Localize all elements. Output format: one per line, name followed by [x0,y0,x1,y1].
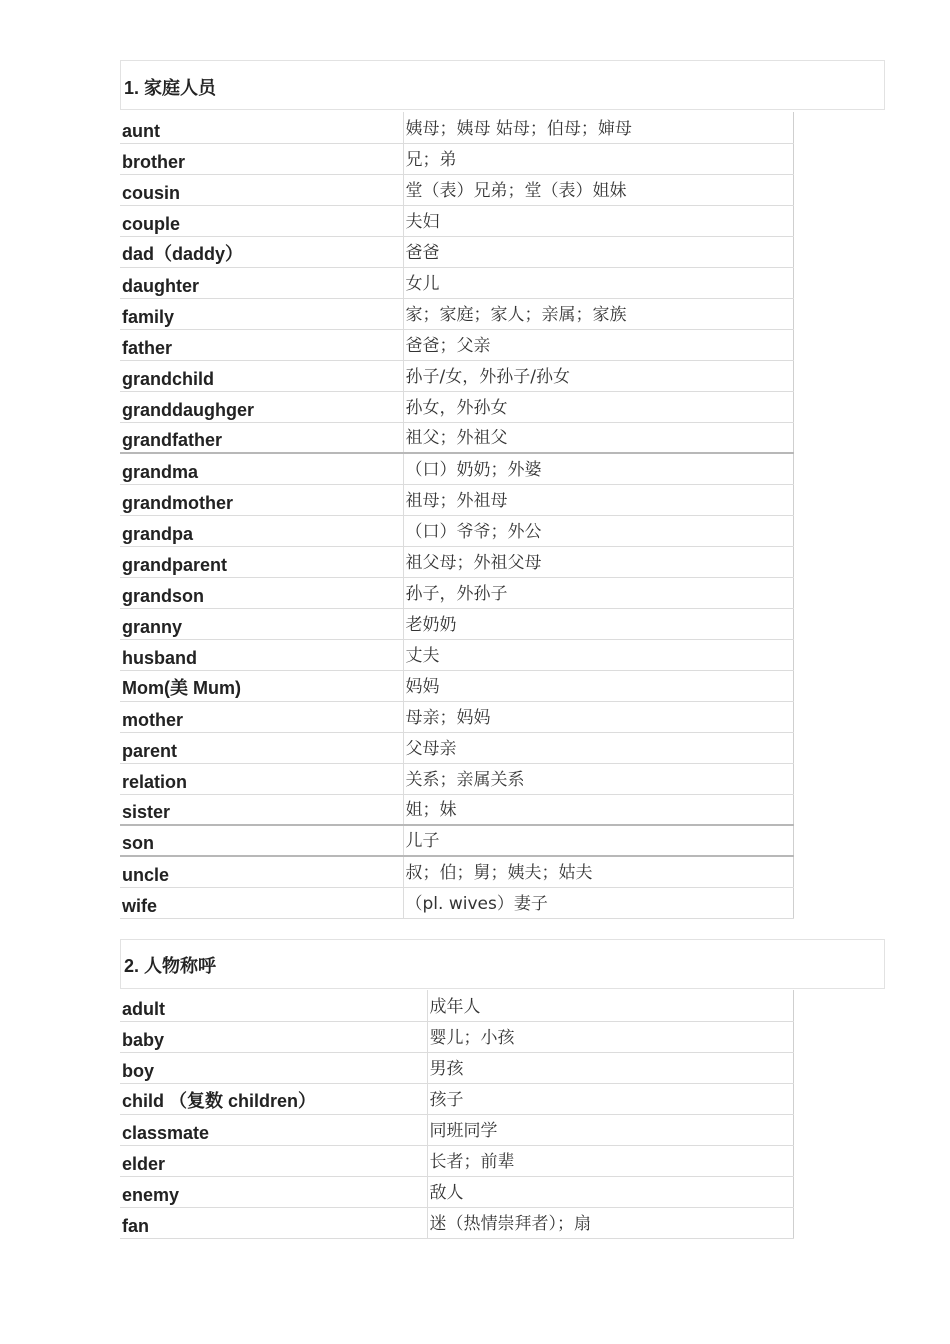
vocab-word: cousin [120,174,403,205]
table-row [120,546,793,577]
table-row [120,732,793,763]
table-row [120,701,793,732]
table-row [120,825,793,856]
vocab-meaning: 孙子，外孙子 [403,577,793,608]
vocab-word: grandmother [120,484,403,515]
table-row [120,267,793,298]
vocab-word: granddaughger [120,391,403,422]
vocab-meaning: 长者；前辈 [427,1145,793,1176]
vocab-meaning: 夫妇 [403,205,793,236]
vocab-word: granny [120,608,403,639]
vocab-table-body [120,990,793,1238]
vocab-meaning: 堂（表）兄弟；堂（表）姐妹 [403,174,793,205]
vocab-meaning: 敌人 [427,1176,793,1207]
vocab-meaning: 爸爸；父亲 [403,329,793,360]
vocab-meaning: 丈夫 [403,639,793,670]
vocab-word: grandma [120,453,403,484]
vocab-meaning: 姐；妹 [403,794,793,825]
vocab-meaning: 祖父母；外祖父母 [403,546,793,577]
table-row [120,174,793,205]
vocab-meaning: 叔；伯；舅；姨夫；姑夫 [403,856,793,887]
vocab-meaning: 儿子 [403,825,793,856]
table-row [120,143,793,174]
vocab-word: boy [120,1052,427,1083]
vocab-table-body [120,112,793,918]
vocab-word: classmate [120,1114,427,1145]
table-row [120,422,793,453]
vocab-meaning: 女儿 [403,267,793,298]
vocab-meaning: 男孩 [427,1052,793,1083]
vocab-word: adult [120,990,427,1021]
vocab-word: grandpa [120,515,403,546]
vocab-word: son [120,825,403,856]
vocab-word: baby [120,1021,427,1052]
vocab-meaning: 爸爸 [403,236,793,267]
vocab-word: grandson [120,577,403,608]
table-row [120,794,793,825]
table-row [120,1114,793,1145]
vocab-meaning: 关系；亲属关系 [403,763,793,794]
vocab-meaning: 孩子 [427,1083,793,1114]
vocab-word: child （复数 children） [120,1083,427,1114]
table-row [120,112,793,143]
vocab-meaning: （pl. wives）妻子 [403,887,793,918]
vocab-word: grandchild [120,360,403,391]
vocab-word: fan [120,1207,427,1238]
table-row [120,608,793,639]
vocab-meaning: 家；家庭；家人；亲属；家族 [403,298,793,329]
vocab-meaning: 迷（热情崇拜者）；扇 [427,1207,793,1238]
section-header-family [120,60,885,110]
table-row [120,1052,793,1083]
table-row [120,453,793,484]
vocab-meaning: 妈妈 [403,670,793,701]
table-row [120,1145,793,1176]
table-row [120,484,793,515]
vocab-word: couple [120,205,403,236]
vocab-table-family [120,112,794,919]
vocab-word: family [120,298,403,329]
section-title: 2. 人物称呼 [124,956,217,976]
vocab-meaning: 婴儿；小孩 [427,1021,793,1052]
vocab-word: husband [120,639,403,670]
vocab-word: enemy [120,1176,427,1207]
vocab-meaning: 成年人 [427,990,793,1021]
vocab-word: Mom(美 Mum) [120,670,403,701]
vocab-word: aunt [120,112,403,143]
table-row [120,639,793,670]
vocab-meaning: （口）奶奶；外婆 [403,453,793,484]
table-row [120,298,793,329]
vocab-word: mother [120,701,403,732]
vocab-meaning: 祖父；外祖父 [403,422,793,453]
vocab-meaning: 母亲；妈妈 [403,701,793,732]
table-row [120,887,793,918]
vocab-meaning: 祖母；外祖母 [403,484,793,515]
section-title: 1. 家庭人员 [124,78,217,98]
vocab-meaning: 孙子/女，外孙子/孙女 [403,360,793,391]
vocab-word: daughter [120,267,403,298]
vocab-word: grandfather [120,422,403,453]
vocab-meaning: 父母亲 [403,732,793,763]
vocab-meaning: 孙女，外孙女 [403,391,793,422]
table-row [120,515,793,546]
vocab-word: grandparent [120,546,403,577]
table-row [120,856,793,887]
table-row [120,670,793,701]
table-row [120,360,793,391]
table-row [120,763,793,794]
vocab-word: dad（daddy） [120,236,403,267]
table-row [120,205,793,236]
vocab-word: relation [120,763,403,794]
vocab-meaning: 同班同学 [427,1114,793,1145]
vocab-table-people [120,990,794,1239]
table-row [120,990,793,1021]
vocab-meaning: （口）爷爷；外公 [403,515,793,546]
vocab-meaning: 兄；弟 [403,143,793,174]
vocab-word: father [120,329,403,360]
vocab-word: uncle [120,856,403,887]
vocab-word: sister [120,794,403,825]
table-row [120,1207,793,1238]
table-row [120,1083,793,1114]
vocab-word: wife [120,887,403,918]
vocab-word: brother [120,143,403,174]
table-row [120,329,793,360]
vocab-word: parent [120,732,403,763]
vocab-word: elder [120,1145,427,1176]
vocab-meaning: 老奶奶 [403,608,793,639]
section-header-people [120,939,885,989]
table-row [120,1021,793,1052]
table-row [120,1176,793,1207]
table-row [120,236,793,267]
table-row [120,577,793,608]
vocab-meaning: 姨母；姨母 姑母；伯母；婶母 [403,112,793,143]
table-row [120,391,793,422]
